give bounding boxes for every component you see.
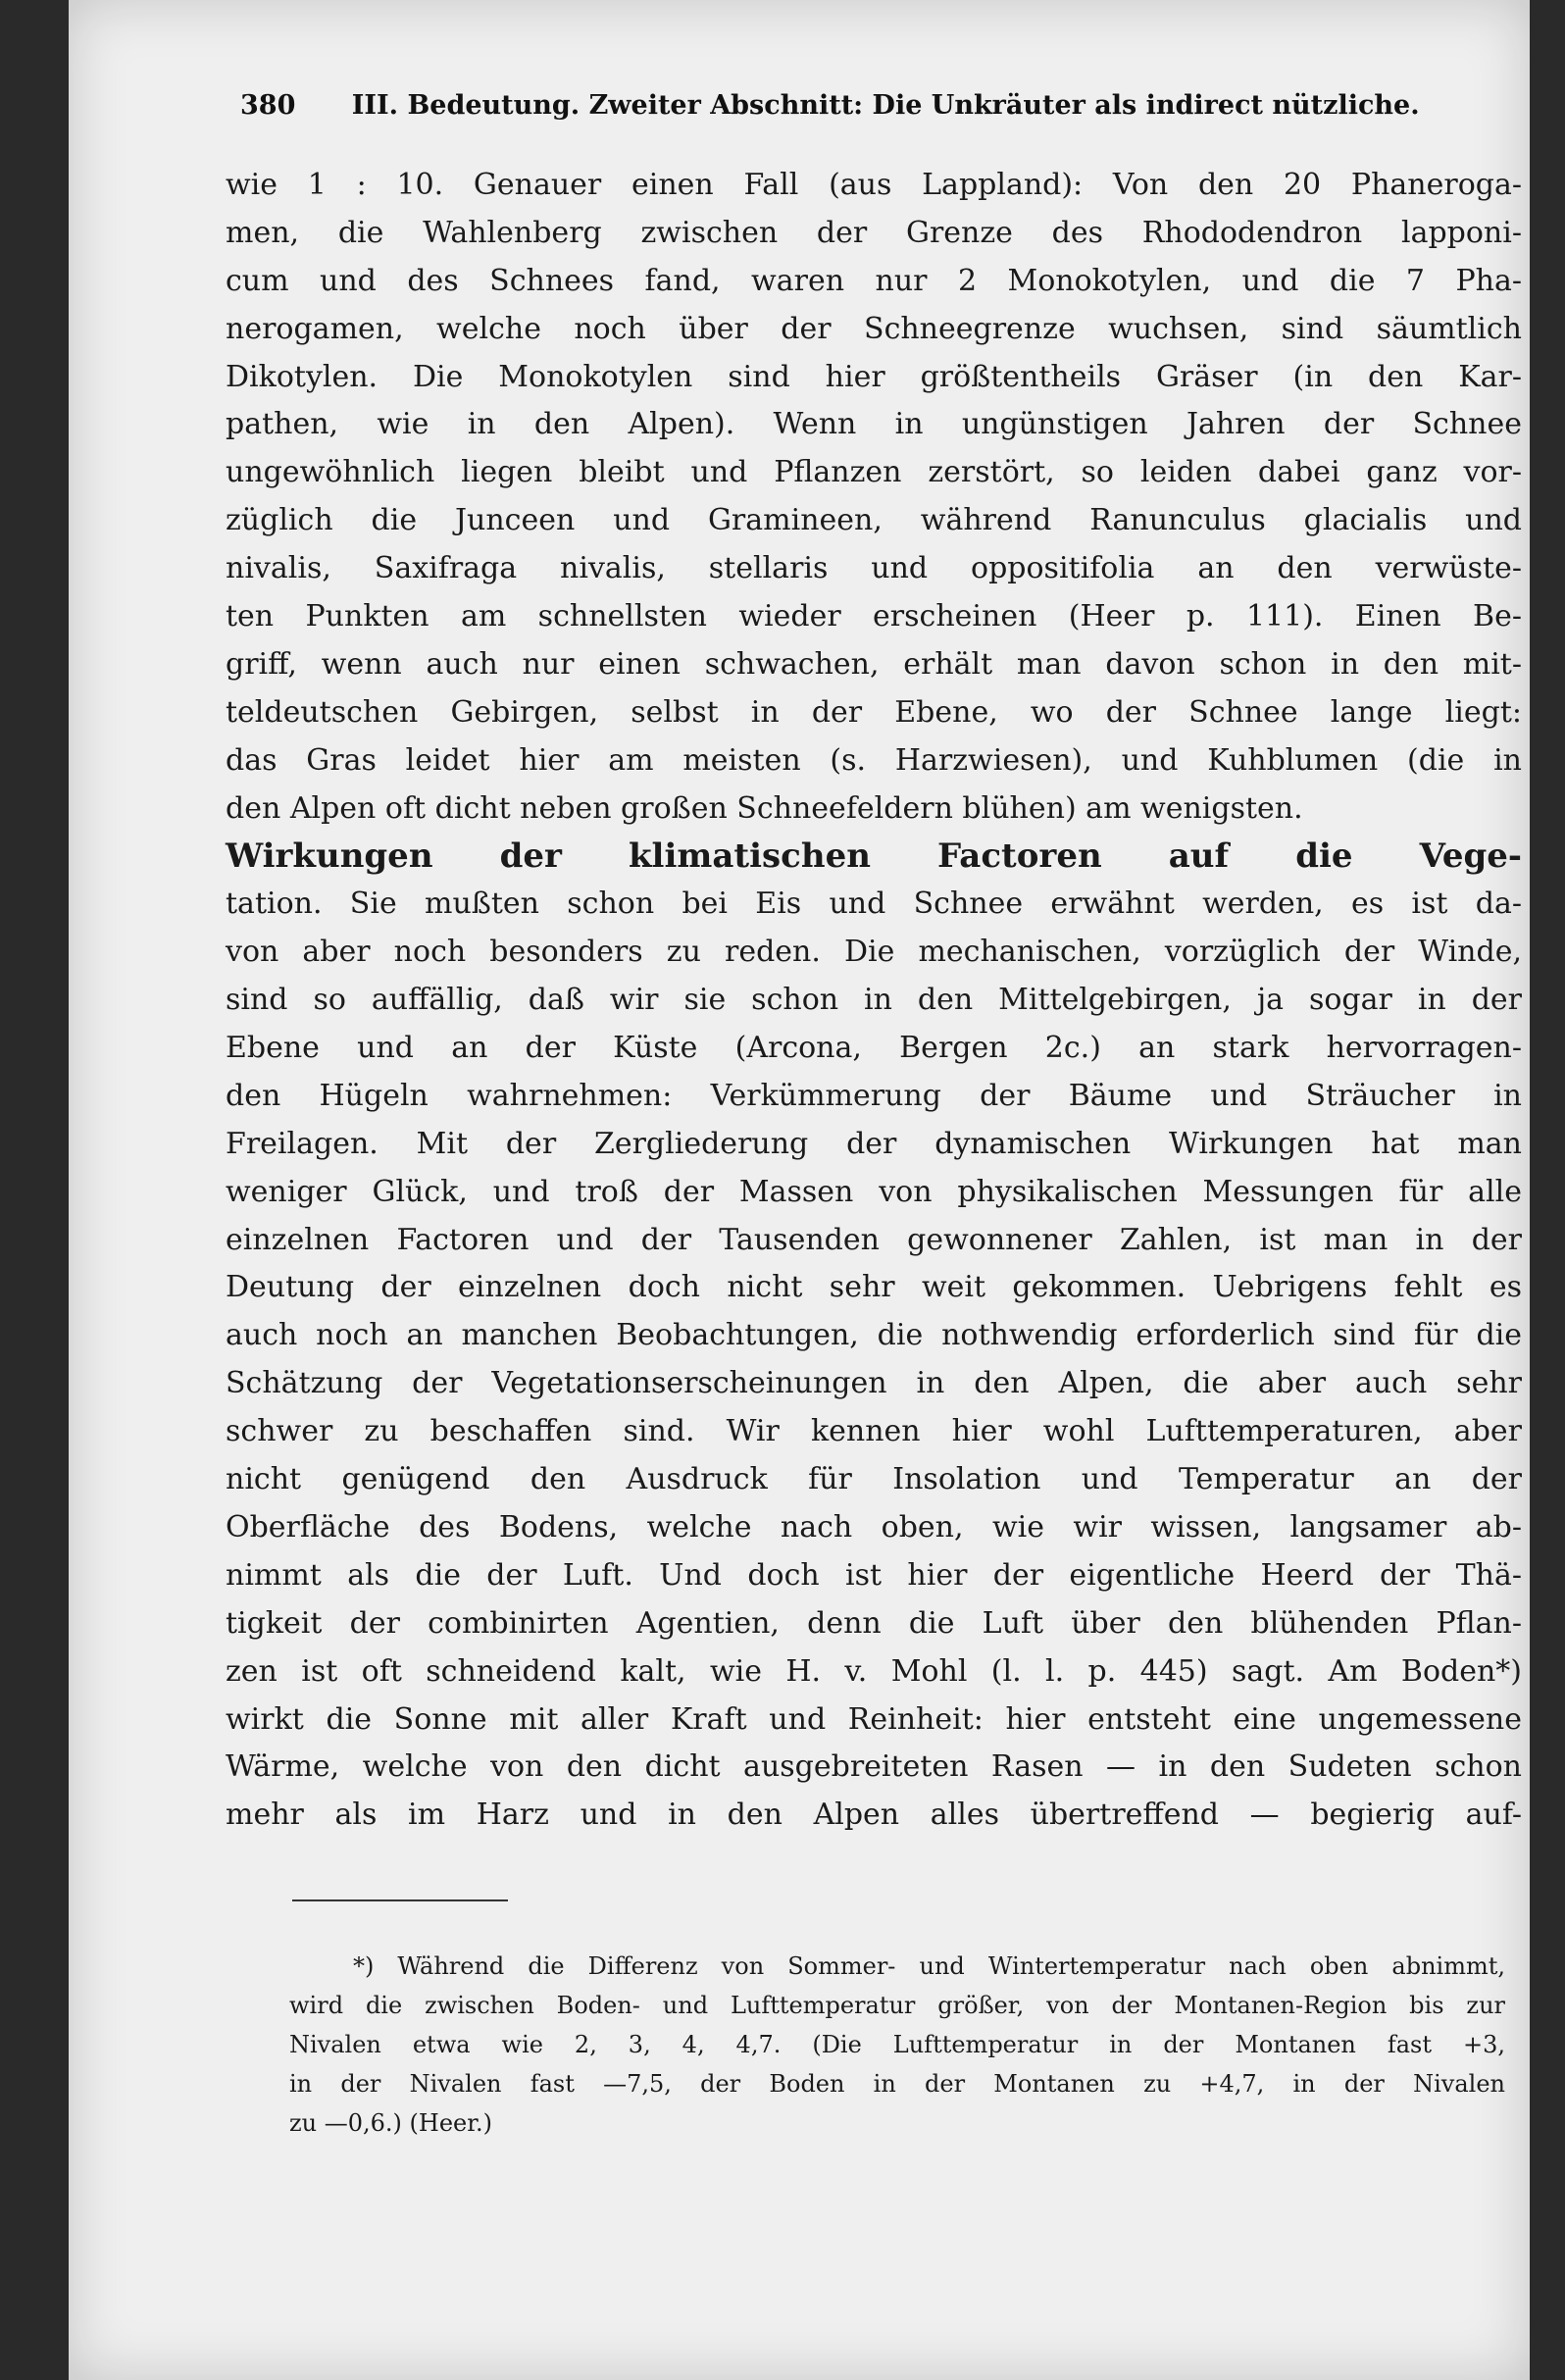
text-line: von aber noch besonders zu reden. Die mechanischen, vorzüglich der Winde, [226, 935, 1522, 970]
text-line: auch noch an manchen Beobachtungen, die nothwendig erforderlich sind für die [226, 1318, 1522, 1353]
text-line: nivalis, Saxifraga nivalis, stellaris und oppositifolia an den verwüste- [226, 551, 1522, 586]
footnote-line: in der Nivalen fast —7,5, der Boden in der Montanen zu +4,7, in der Nivalen [289, 2070, 1505, 2098]
book-page [69, 0, 1530, 2380]
footnote-line: wird die zwischen Boden- und Lufttemperatur größer, von der Montanen-Region bis zur [289, 1992, 1505, 2019]
footnote-line: Nivalen etwa wie 2, 3, 4, 4,7. (Die Lufttemperatur in der Montanen fast +3, [289, 2031, 1505, 2058]
main-text [226, 162, 1522, 1840]
text-line: nicht genügend den Ausdruck für Insolation und Temperatur an der [226, 1462, 1522, 1497]
text-line: Dikotylen. Die Monokotylen sind hier größtentheils Gräser (in den Kar- [226, 359, 1522, 394]
text-line: weniger Glück, und troß der Massen von physikalischen Messungen für alle [226, 1174, 1522, 1209]
text-line: den Alpen oft dicht neben großen Schneefeldern blühen) am wenigsten. [226, 790, 1303, 826]
section-heading: Wirkungen der klimatischen Factoren auf die Vege- [226, 836, 1522, 877]
text-line: mehr als im Harz und in den Alpen alles übertreffend — begierig auf- [226, 1798, 1522, 1833]
text-line: men, die Wahlenberg zwischen der Grenze des Rhododendron lapponi- [226, 215, 1522, 250]
text-line: Schätzung der Vegetationserscheinungen in den Alpen, die aber auch sehr [226, 1366, 1522, 1401]
text-line: den Hügeln wahrnehmen: Verkümmerung der Bäume und Sträucher in [226, 1078, 1522, 1113]
text-line: wirkt die Sonne mit aller Kraft und Reinheit: hier entsteht eine ungemessene [226, 1701, 1522, 1737]
text-line: griff, wenn auch nur einen schwachen, erhält man davon schon in den mit- [226, 646, 1522, 682]
text-line: tation. Sie mußten schon bei Eis und Schnee erwähnt werden, es ist da- [226, 886, 1522, 922]
text-line: Freilagen. Mit der Zergliederung der dynamischen Wirkungen hat man [226, 1126, 1522, 1161]
text-line: schwer zu beschaffen sind. Wir kennen hier wohl Lufttemperaturen, aber [226, 1414, 1522, 1449]
page-number: 380 [240, 90, 296, 121]
text-line: ungewöhnlich liegen bleibt und Pflanzen zerstört, so leiden dabei ganz vor- [226, 455, 1522, 490]
text-line: das Gras leidet hier am meisten (s. Harzwiesen), und Kuhblumen (die in [226, 742, 1522, 778]
text-line: Oberfläche des Bodens, welche nach oben, wie wir wissen, langsamer ab- [226, 1509, 1522, 1544]
text-line: Ebene und an der Küste (Arcona, Bergen 2c.) an stark hervorragen- [226, 1031, 1522, 1066]
text-line: einzelnen Factoren und der Tausenden gewonnener Zahlen, ist man in der [226, 1222, 1522, 1257]
text-line: nerogamen, welche noch über der Schneegrenze wuchsen, sind säumtlich [226, 311, 1522, 346]
text-line: Wärme, welche von den dicht ausgebreiteten Rasen — in den Sudeten schon [226, 1749, 1522, 1785]
text-line: wie 1 : 10. Genauer einen Fall (aus Lappland): Von den 20 Phanerogа- [226, 168, 1522, 202]
text-line: teldeutschen Gebirgen, selbst in der Ebene, wo der Schnee lange liegt: [226, 694, 1522, 730]
text-line: sind so auffällig, daß wir sie schon in den Mittelgebirgen, ja sogar in der [226, 983, 1522, 1018]
text-line: züglich die Junceen und Gramineen, während Ranunculus glacialis und [226, 503, 1522, 538]
footnote [289, 1947, 1505, 2143]
footnote-line: *) Während die Differenz von Sommer- und Wintertemperatur nach oben abnimmt, [353, 1952, 1505, 1980]
text-line: pathen, wie in den Alpen). Wenn in ungünstigen Jahren der Schnee [226, 407, 1522, 442]
text-line: zen ist oft schneidend kalt, wie H. v. Mohl (l. l. p. 445) sagt. Am Boden*) [226, 1653, 1522, 1689]
text-line: ten Punkten am schnellsten wieder erscheinen (Heer p. 111). Einen Be- [226, 599, 1522, 634]
text-line: Deutung der einzelnen doch nicht sehr weit gekommen. Uebrigens fehlt es [226, 1270, 1522, 1305]
footnote-line: zu —0,6.) (Heer.) [289, 2109, 493, 2137]
text-line: nimmt als die der Luft. Und doch ist hier der eigentliche Heerd der Thä- [226, 1557, 1522, 1593]
text-line: cum und des Schnees fand, waren nur 2 Monokotylen, und die 7 Pha- [226, 263, 1522, 298]
running-header [240, 90, 1515, 121]
running-title: III. Bedeutung. Zweiter Abschnitt: Die Unkräuter als indirect nützliche. [351, 90, 1420, 121]
footnote-rule [292, 1899, 508, 1901]
text-line: tigkeit der combinirten Agentien, denn die Luft über den blühenden Pflan- [226, 1605, 1522, 1641]
